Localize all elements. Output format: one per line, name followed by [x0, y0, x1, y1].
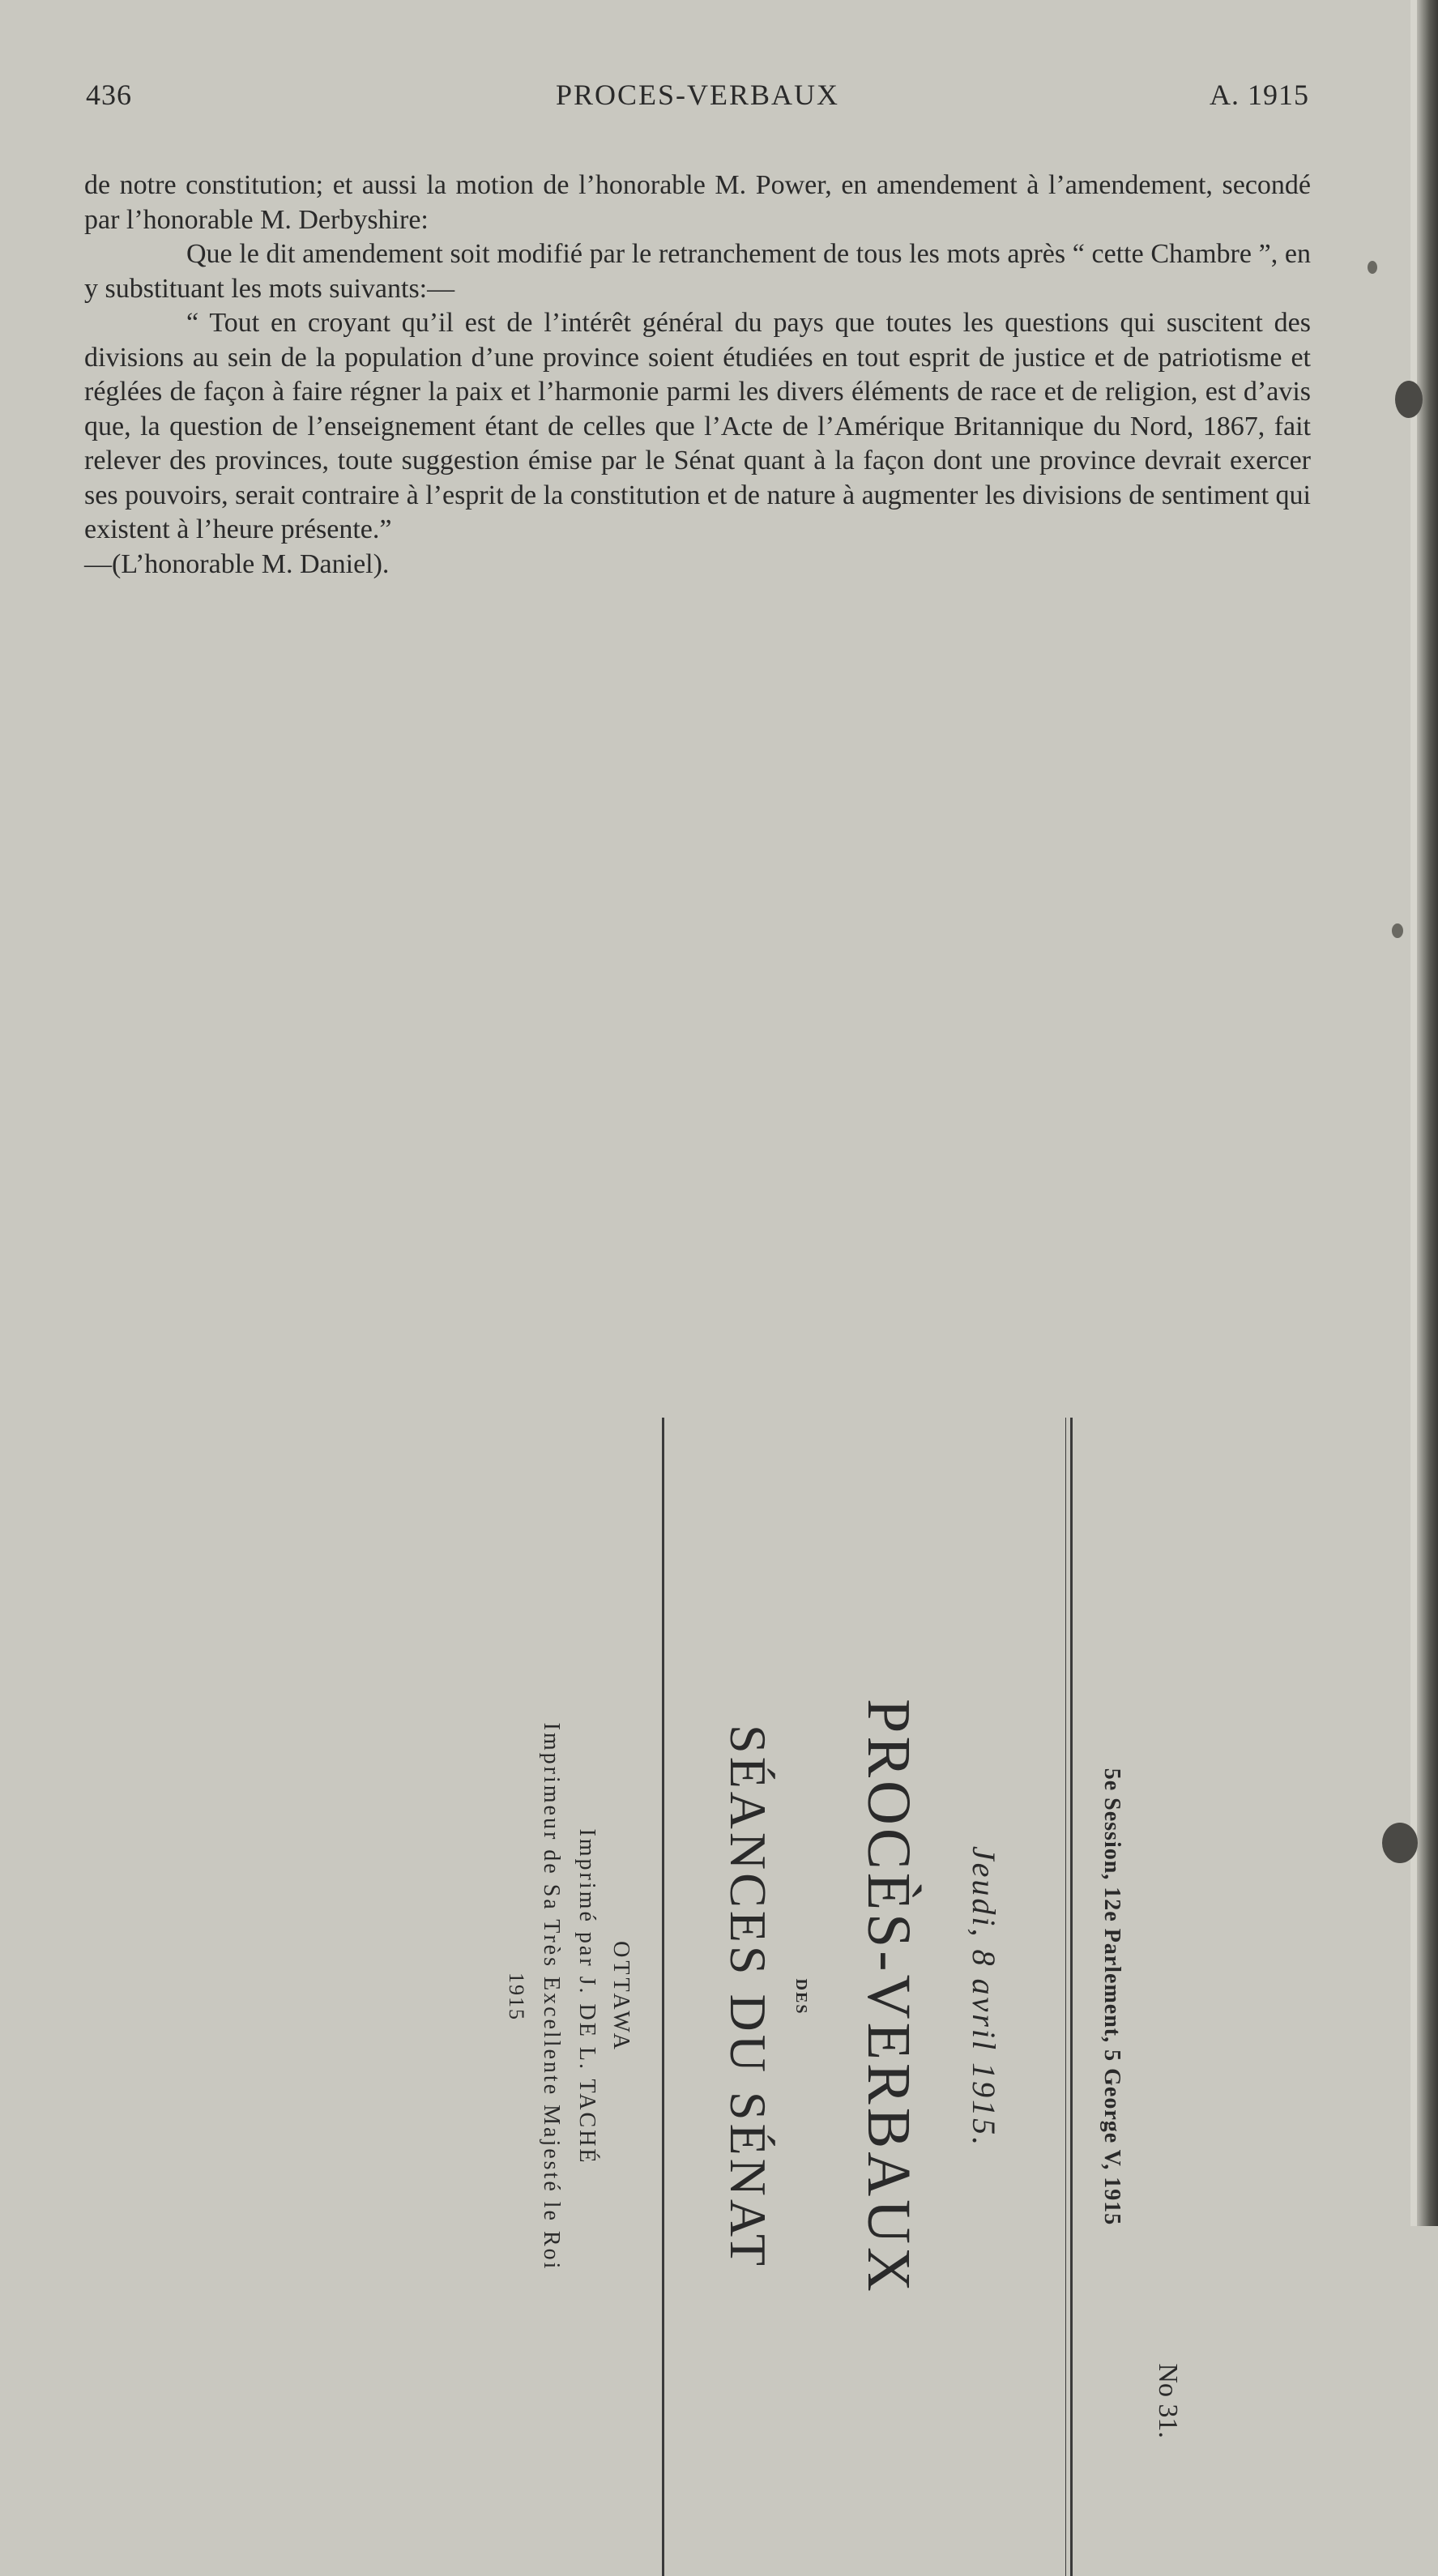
- ink-speck: [1392, 923, 1403, 938]
- top-rule: [1070, 1418, 1073, 2576]
- running-year: A. 1915: [1210, 79, 1309, 111]
- page-edge-shadow: [1417, 0, 1438, 2226]
- paragraph-2: Que le dit amendement soit modifié par le retranchement de tous les mots après “ cette Chambre ”, en y substituant les mots suivants:—: [84, 239, 1311, 304]
- page-number: 436: [86, 79, 132, 111]
- paragraph-1: de notre constitution; et aussi la motion de l’honorable M. Power, en amendement à l’amendement, secondé par l’honorable M. Derbyshire:: [84, 170, 1311, 235]
- body-text: [84, 168, 1311, 582]
- subtitle: SÉANCES DU SÉNAT: [719, 1724, 777, 2270]
- main-title: PROCÈS-VERBAUX: [855, 1699, 923, 2295]
- ink-speck: [1368, 261, 1377, 274]
- sitting-date: Jeudi, 8 avril 1915.: [966, 1845, 1002, 2148]
- imprint-city: OTTAWA: [608, 1941, 634, 2053]
- paragraph-4: —(L’honorable M. Daniel).: [84, 548, 390, 579]
- running-header: [86, 78, 1309, 126]
- paper-damage: [1382, 1823, 1418, 1863]
- issue-number: No 31.: [1153, 2363, 1183, 2438]
- title-connector: DES: [792, 1978, 810, 2015]
- session-line: 5e Session, 12e Parlement, 5 George V, 1915: [1099, 1768, 1124, 2226]
- top-rule-thin: [1065, 1418, 1066, 2576]
- bottom-rule: [662, 1418, 664, 2576]
- imprint-printer: Imprimé par J. DE L. TACHÉ: [574, 1828, 600, 2165]
- paper-damage: [1395, 381, 1423, 418]
- imprint-printer-title: Imprimeur de Sa Très Excellente Majesté le Roi: [539, 1722, 564, 2271]
- paragraph-3: “ Tout en croyant qu’il est de l’intérêt général du pays que toutes les questions qui suscitent des divisions au sein de la population d’une province soient étudiées en tout esprit de justice et de patriotisme et réglées de façon à faire régner la paix et l’harmonie parmi les divers éléments de race et de religion, est d’avis que, la question de l’enseignement étant de celles que l’Acte de l’Amérique Britannique du Nord, 1867, fait relever des provinces, toute suggestion émise par le Sénat quant à la façon dont une province devrait exercer ses pouvoirs, serait contraire à l’esprit de la constitution et de nature à augmenter les divisions de sentiment qui existent à l’heure présente.”: [84, 308, 1311, 544]
- running-title: PROCES-VERBAUX: [555, 79, 840, 111]
- page-edge-light: [1410, 0, 1417, 2226]
- title-page-rotated: [122, 1418, 1280, 2438]
- imprint-year: 1915: [505, 1973, 528, 2021]
